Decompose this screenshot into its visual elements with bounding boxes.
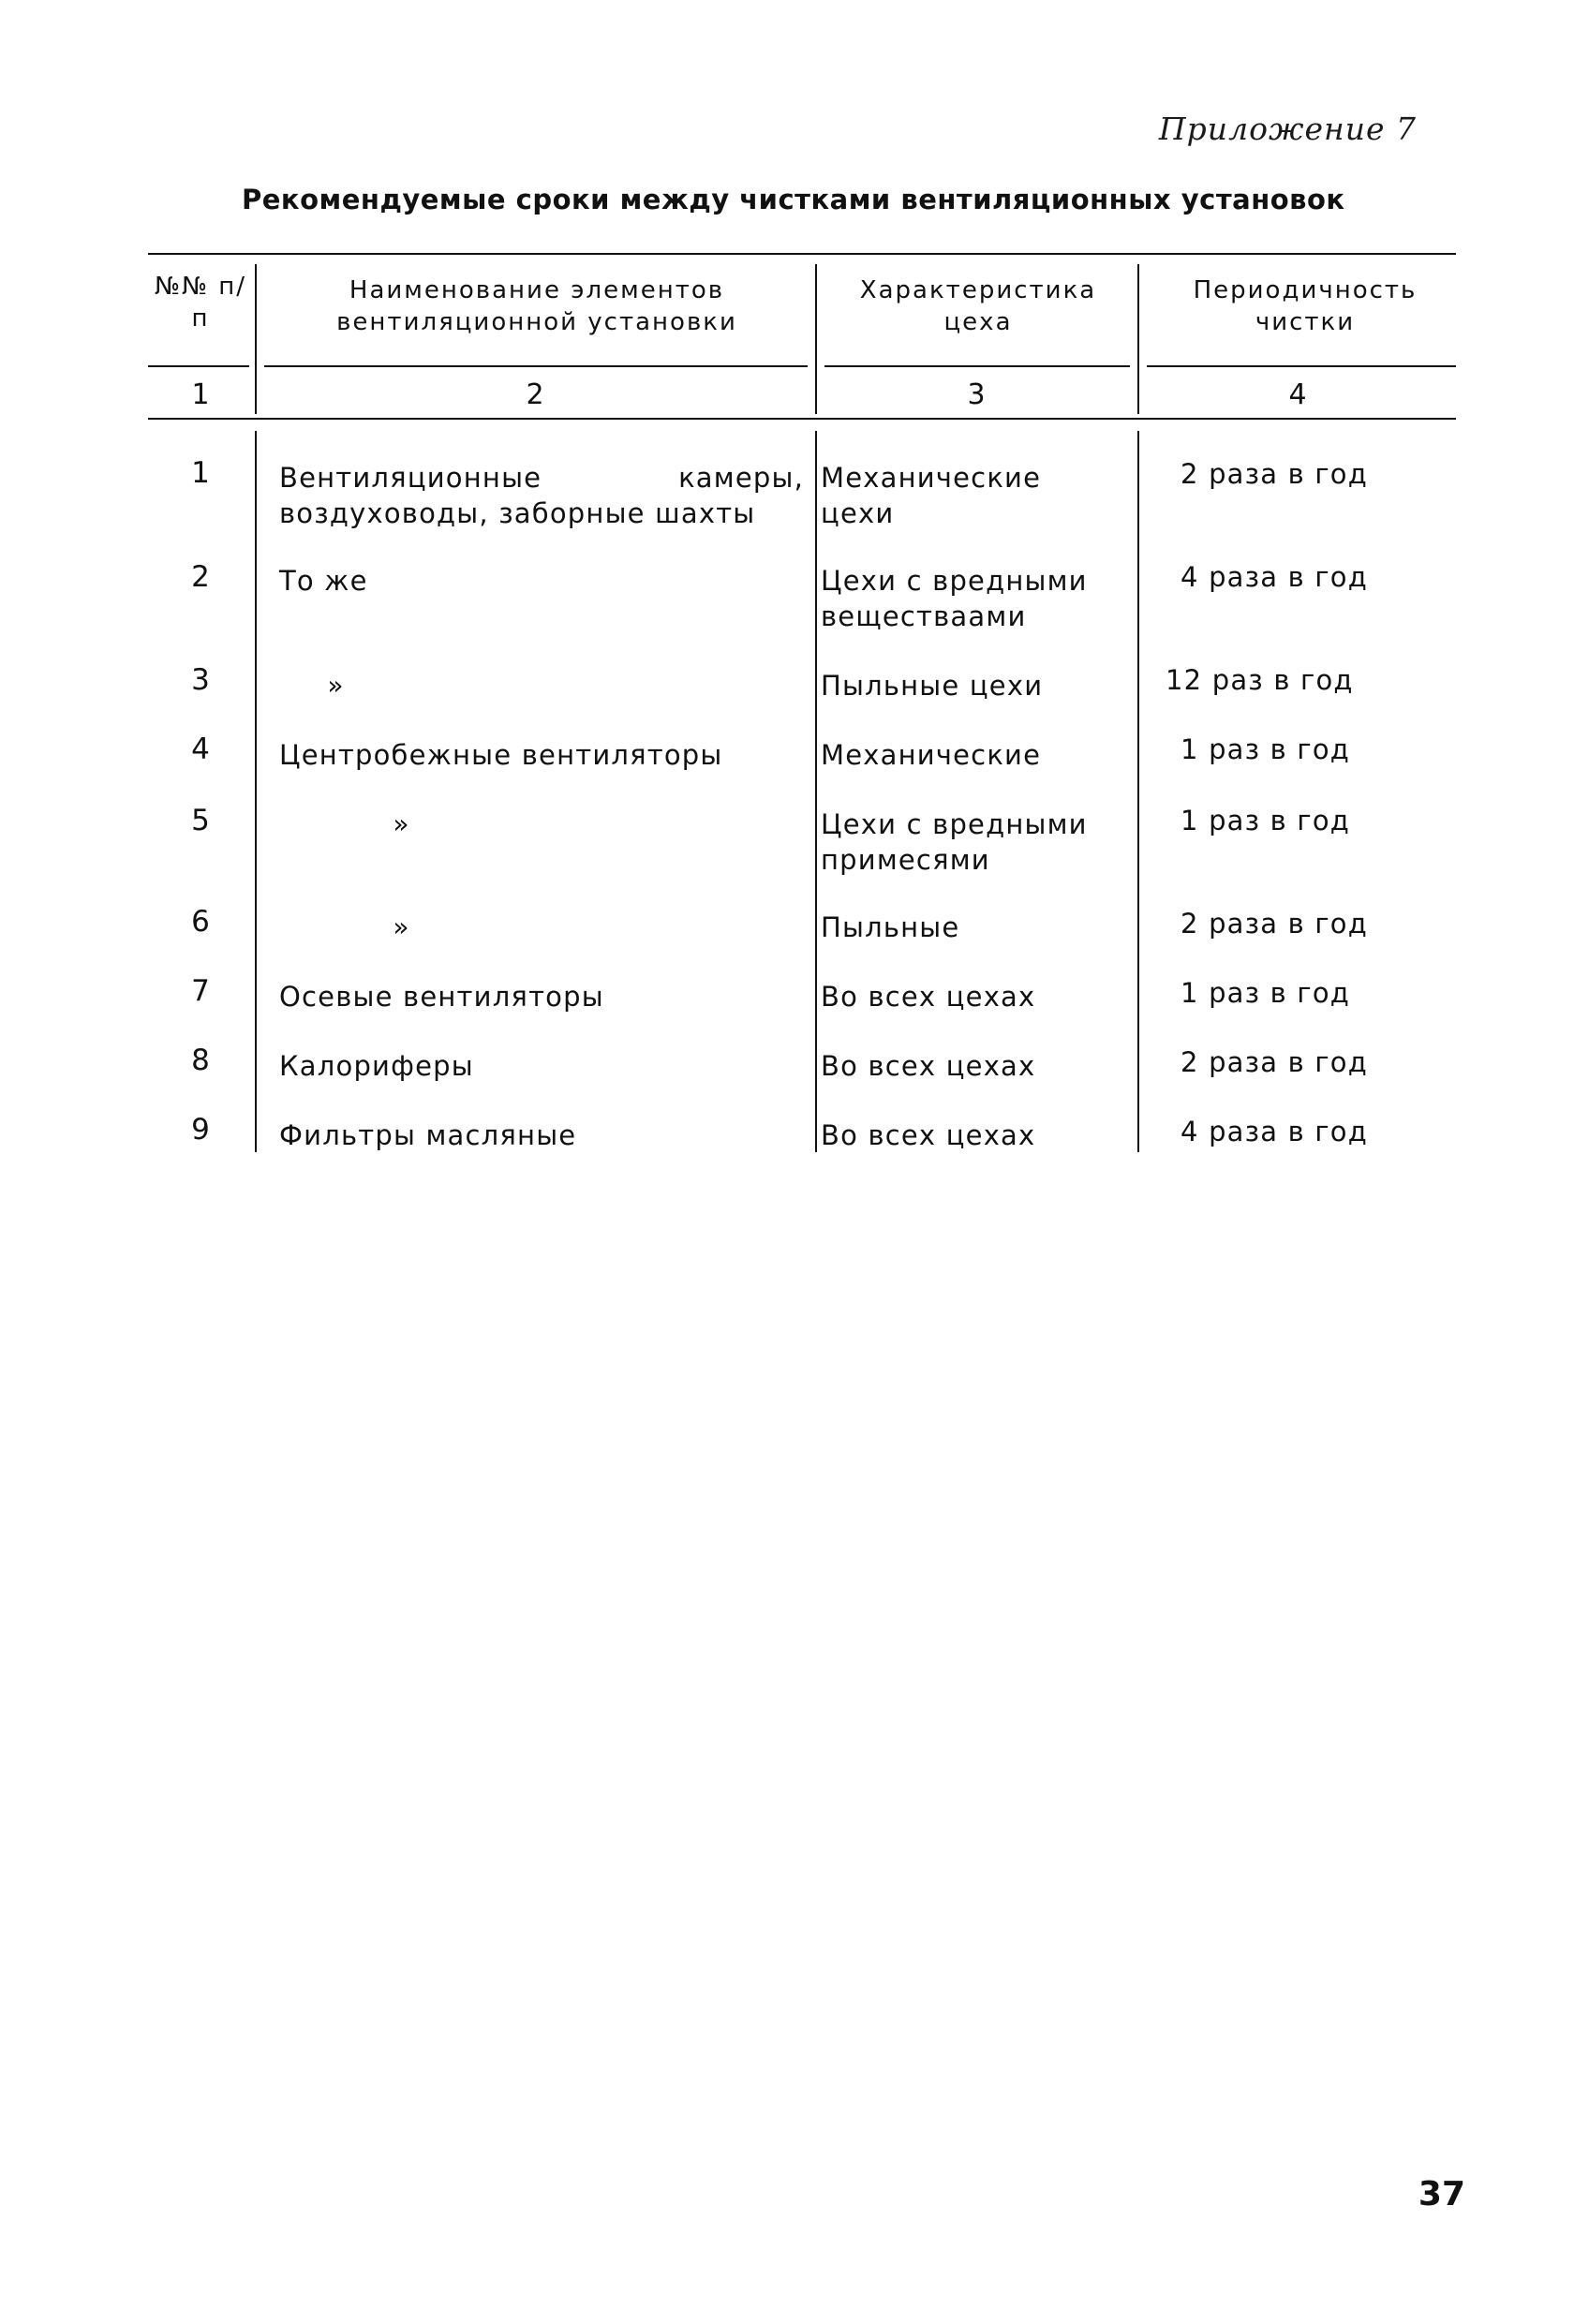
header-element: Наименование элементов вентиляционной установки	[336, 276, 737, 336]
column-number-2: 2	[526, 378, 544, 411]
cleaning-schedule-table	[148, 253, 1456, 1152]
header-shop: Характеристика цеха	[859, 276, 1097, 336]
row-element-ditto: »	[327, 670, 344, 701]
row-number: 9	[191, 1113, 210, 1147]
row-number: 2	[191, 560, 210, 594]
row-period: 2 раза в год	[1180, 908, 1368, 940]
row-number: 5	[191, 804, 210, 837]
row-shop: Цехи с вредными веществаами	[821, 565, 1088, 632]
header-number: №№ п/п	[154, 273, 247, 333]
row-shop: Цехи с вредными примесями	[821, 808, 1088, 876]
row-shop: Пыльные цехи	[821, 670, 1044, 702]
appendix-label: Приложение 7	[1158, 111, 1417, 147]
row-element: Калориферы	[279, 1050, 474, 1082]
row-number: 3	[191, 663, 210, 697]
row-shop: Механические	[821, 739, 1042, 771]
row-shop: Механические цехи	[821, 462, 1042, 529]
row-period: 12 раз в год	[1166, 664, 1354, 696]
row-number: 4	[191, 733, 210, 766]
row-number: 7	[191, 974, 210, 1008]
row-number: 1	[191, 456, 210, 490]
row-shop: Во всех цехах	[821, 1119, 1036, 1151]
row-element: Центробежные вентиляторы	[279, 739, 723, 771]
row-number: 6	[191, 905, 210, 939]
table-top-rule	[148, 253, 1456, 255]
column-numbers-rule	[148, 418, 1456, 420]
column-divider-1-body	[255, 431, 257, 1152]
row-number: 8	[191, 1044, 210, 1077]
row-period: 1 раз в год	[1180, 805, 1351, 836]
header-period: Периодичность чистки	[1193, 276, 1418, 336]
row-period: 2 раза в год	[1180, 1046, 1368, 1078]
row-element: Осевые вентиляторы	[279, 981, 604, 1013]
row-period: 4 раза в год	[1180, 1116, 1368, 1147]
column-divider-3-body	[1137, 431, 1139, 1152]
column-number-3: 3	[967, 378, 986, 411]
row-shop: Пыльные	[821, 911, 960, 943]
column-number-1: 1	[191, 378, 210, 411]
column-divider-2-body	[815, 431, 817, 1152]
header-underline-col1	[148, 365, 249, 367]
header-underline-col4	[1147, 365, 1456, 367]
row-element-ditto: »	[393, 911, 409, 942]
column-number-4: 4	[1288, 378, 1307, 411]
row-element-ditto: »	[393, 808, 409, 839]
row-period: 1 раз в год	[1180, 977, 1351, 1009]
row-shop: Во всех цехах	[821, 981, 1036, 1013]
row-element: Вентиляционные камеры, воздуховоды, заборные шахты	[279, 462, 804, 529]
row-period: 2 раза в год	[1180, 458, 1368, 490]
row-period: 4 раза в год	[1180, 561, 1368, 593]
row-shop: Во всех цехах	[821, 1050, 1036, 1082]
document-title: Рекомендуемые сроки между чистками вентиляционных установок	[242, 184, 1345, 215]
header-underline-col3	[824, 365, 1130, 367]
page-number: 37	[1418, 2175, 1465, 2213]
header-underline-col2	[264, 365, 808, 367]
row-element: То же	[279, 565, 368, 597]
row-element: Фильтры масляные	[279, 1119, 577, 1151]
row-period: 1 раз в год	[1180, 733, 1351, 765]
